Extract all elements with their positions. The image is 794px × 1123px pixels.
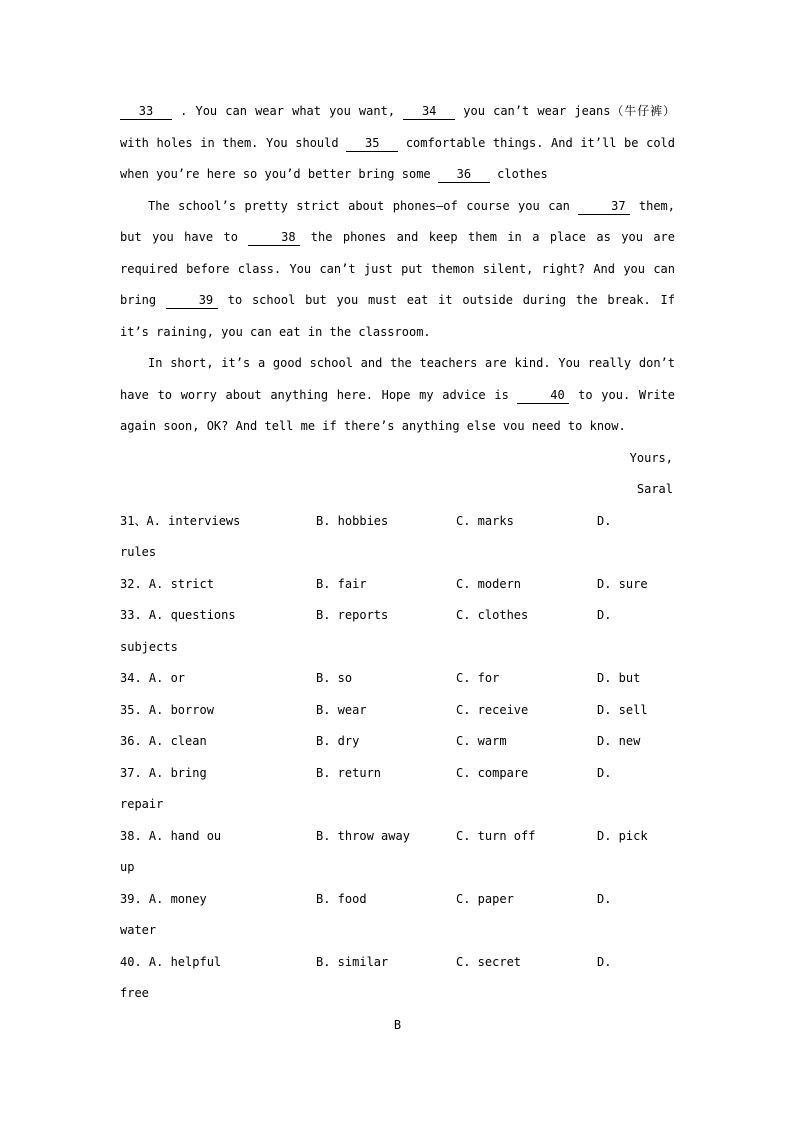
question-row <box>120 758 675 790</box>
question-row <box>120 600 675 632</box>
option-c-cell: C. secret <box>456 954 522 969</box>
option-a-cell: 39. A. money <box>120 891 207 906</box>
cloze-blank-40: 40 <box>517 388 569 404</box>
option-d-cell: D. new <box>597 734 641 748</box>
cloze-blank-34: 34 <box>403 104 455 120</box>
option-a-cell: 36. A. clean <box>120 734 207 748</box>
document-content <box>120 96 675 1041</box>
cloze-blank-35: 35 <box>346 136 398 152</box>
option-b-cell: B. reports <box>316 608 389 622</box>
option-b-cell: B. return <box>316 765 382 780</box>
option-a-cell: 34. A. or <box>120 671 186 685</box>
cloze-blank-39: 39 <box>166 293 218 309</box>
passage-paragraph: The school’s pretty strict about phones—of course you can 37 them, but you have to 38 the phones and keep them in a place as you are required before class. You can’t just put themon silent, right? And you can bring 39 to school but you must eat it outside during the break. If it’s raining, you can eat in the classroom. <box>120 198 676 339</box>
option-carry-text: rules <box>120 545 157 559</box>
question-row <box>120 695 675 727</box>
letter-closing <box>120 443 675 506</box>
question-row <box>120 663 675 695</box>
option-d-cell: D. sure <box>597 576 648 591</box>
option-b-cell: B. dry <box>316 734 360 748</box>
closing-yours: Yours, <box>629 450 673 465</box>
option-c-cell: C. marks <box>456 513 514 528</box>
option-b-cell: B. wear <box>316 702 367 717</box>
option-c-cell: C. clothes <box>456 608 529 622</box>
cloze-blank-37: 37 <box>578 199 630 215</box>
option-carry-text: free <box>120 986 149 1000</box>
option-a-cell: 35. A. borrow <box>120 702 214 717</box>
option-b-cell: B. throw away <box>316 828 410 843</box>
option-a-cell: 40. A. helpful <box>120 954 222 969</box>
question-list <box>120 506 675 1010</box>
option-c-cell: C. paper <box>456 891 514 906</box>
cloze-blank-36: 36 <box>438 167 490 183</box>
option-carry-text: subjects <box>120 639 178 654</box>
option-b-cell: B. food <box>316 891 367 906</box>
option-d-cell: D. <box>597 513 612 528</box>
option-b-cell: B. so <box>316 671 353 685</box>
passage-paragraph: 33 . You can wear what you want, 34 you can’t wear jeans（牛仔裤）with holes in them. You should 35 comfortable things. And it’ll be cold when you’re here so you’d better bring some 36 clothes <box>120 104 675 181</box>
option-d-cell: D. pick <box>597 828 648 843</box>
cloze-passage <box>120 96 675 443</box>
section-header: B <box>393 1017 402 1032</box>
question-row <box>120 947 675 979</box>
question-row <box>120 506 675 538</box>
option-d-cell: D. <box>597 891 612 906</box>
option-carry-text: repair <box>120 797 164 811</box>
question-row <box>120 821 675 853</box>
option-b-cell: B. hobbies <box>316 513 389 528</box>
option-c-cell: C. receive <box>456 702 529 717</box>
passage-paragraph: In short, it’s a good school and the teachers are kind. You really don’t have to worry about anything here. Hope my advice is 40 to you. Write again soon, OK? And tell me if there’s anything else vou need to know. <box>120 356 675 433</box>
option-c-cell: C. modern <box>456 576 522 591</box>
closing-signature: Saral <box>636 482 673 496</box>
option-carry-text: water <box>120 923 157 937</box>
option-d-cell: D. but <box>597 671 641 685</box>
option-b-cell: B. similar <box>316 954 389 969</box>
cloze-blank-38: 38 <box>248 230 300 246</box>
option-carry-text: up <box>120 860 135 874</box>
cloze-blank-33: 33 <box>120 104 172 120</box>
question-row <box>120 569 675 601</box>
option-c-cell: C. for <box>456 671 500 685</box>
option-a-cell: 32. A. strict <box>120 576 214 591</box>
option-b-cell: B. fair <box>316 576 367 591</box>
question-row <box>120 884 675 916</box>
option-d-cell: D. sell <box>597 702 648 717</box>
option-c-cell: C. warm <box>456 734 507 748</box>
option-d-cell: D. <box>597 608 612 622</box>
option-c-cell: C. compare <box>456 765 529 780</box>
option-d-cell: D. <box>597 954 612 969</box>
option-a-cell: 31、A. interviews <box>120 513 241 528</box>
option-a-cell: 38. A. hand ou <box>120 828 222 843</box>
option-a-cell: 37. A. bring <box>120 765 207 780</box>
option-c-cell: C. turn off <box>456 828 536 843</box>
question-row <box>120 726 675 758</box>
option-d-cell: D. <box>597 765 612 780</box>
option-a-cell: 33. A. questions <box>120 608 236 622</box>
